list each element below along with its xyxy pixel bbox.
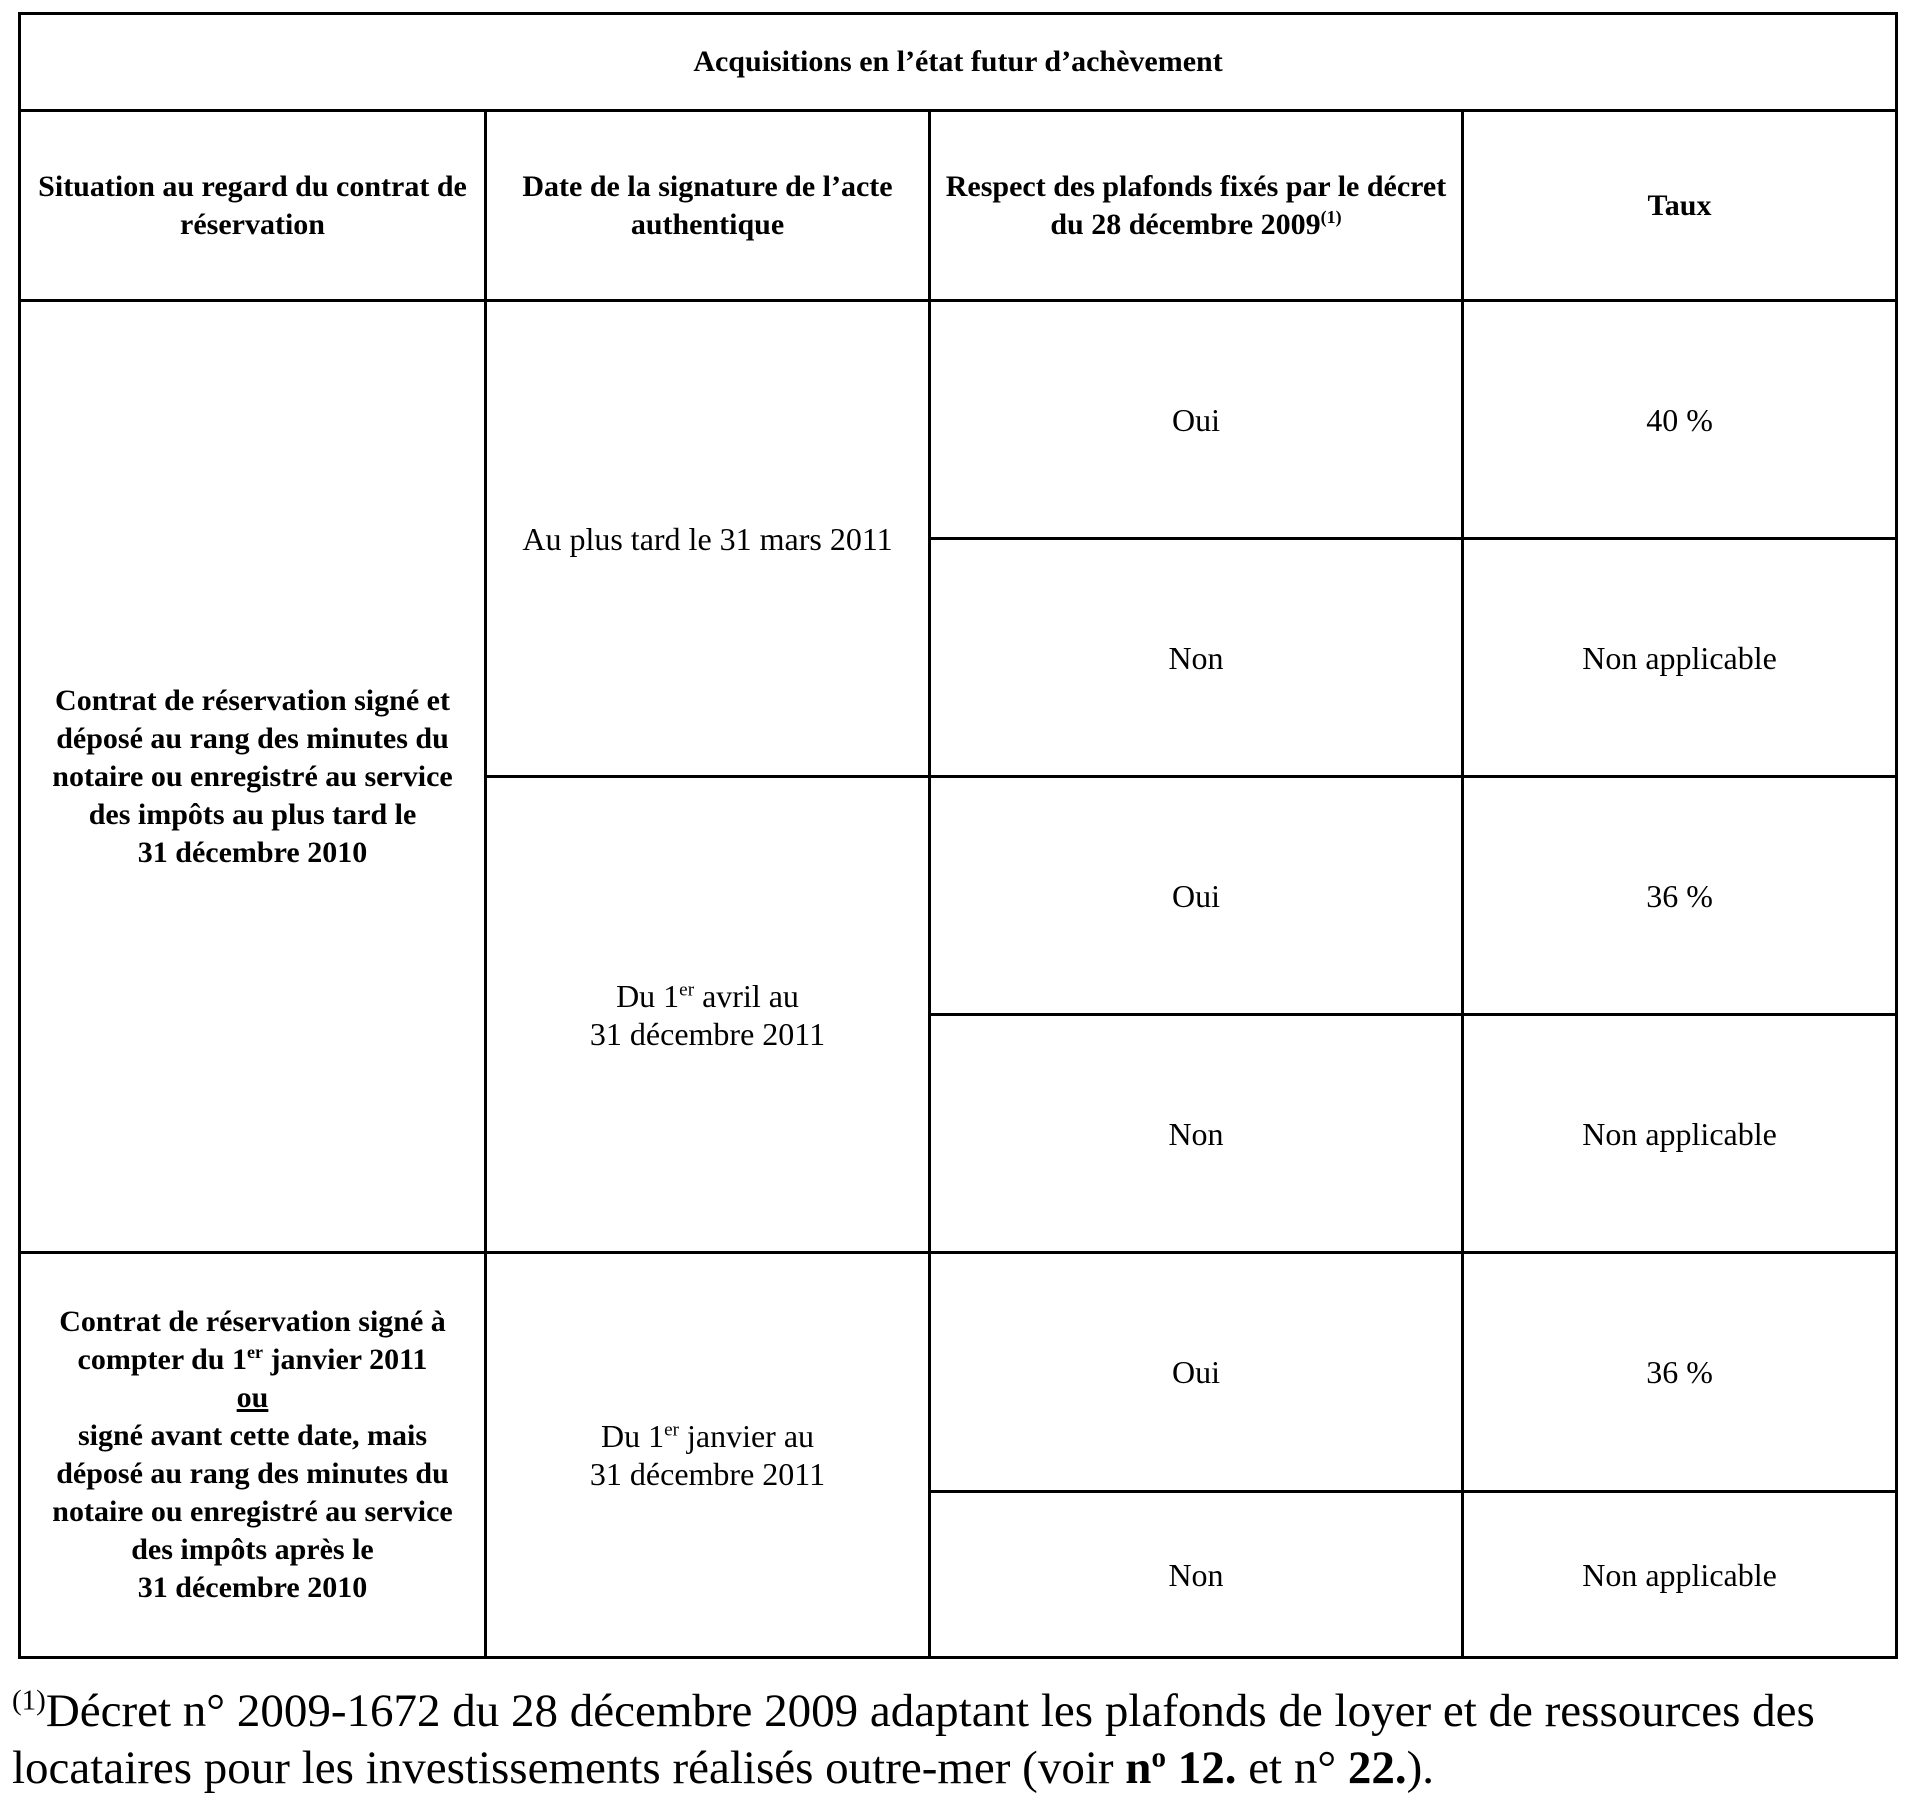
- rate-table: [18, 12, 1898, 1659]
- situation-2-line: des impôts après le: [131, 1533, 374, 1566]
- date-3-line2: 31 décembre 2011: [589, 1456, 826, 1492]
- respect-cell: Oui: [930, 777, 1463, 1015]
- situation-1-line: Contrat de réservation signé et: [55, 683, 450, 717]
- situation-2-line: janvier 2011: [262, 1343, 428, 1376]
- table-title: Acquisitions en l’état futur d’achèvement: [20, 14, 1897, 111]
- date-3-text: Du 1: [600, 1418, 665, 1454]
- date-cell-2: [486, 777, 930, 1253]
- taux-cell: 36 %: [1463, 777, 1897, 1015]
- header-row: [20, 111, 1897, 301]
- footnote-mark: (1): [12, 1684, 46, 1717]
- table-row: [20, 301, 1897, 539]
- footnote-text: ).: [1406, 1742, 1435, 1794]
- respect-cell: Non: [930, 1492, 1463, 1658]
- situation-2-sup: er: [247, 1342, 263, 1362]
- taux-cell: 36 %: [1463, 1253, 1897, 1492]
- date-cell-1: Au plus tard le 31 mars 2011: [486, 301, 930, 777]
- header-date: Date de la signature de l’acte authentique: [486, 111, 930, 301]
- date-cell-3: [486, 1253, 930, 1658]
- taux-cell: 40 %: [1463, 301, 1897, 539]
- date-2-text: avril au: [694, 977, 799, 1014]
- situation-2-line: compter du 1: [77, 1343, 247, 1376]
- footnote-ref: (1): [1320, 206, 1342, 227]
- table-row: [20, 1253, 1897, 1492]
- taux-cell: Non applicable: [1463, 539, 1897, 777]
- footnote-ref-12: [1125, 1742, 1236, 1794]
- footnote-ref-o: o: [1151, 1741, 1166, 1774]
- taux-cell: Non applicable: [1463, 1492, 1897, 1658]
- situation-2-line: 31 décembre 2010: [137, 1571, 368, 1604]
- date-2-line2: 31 décembre 2011: [589, 1015, 826, 1052]
- respect-cell: Non: [930, 1015, 1463, 1253]
- footnote-ref-22: 22.: [1347, 1742, 1407, 1794]
- respect-cell: Oui: [930, 301, 1463, 539]
- header-situation: Situation au regard du contrat de réservation: [20, 111, 486, 301]
- header-respect-label: Respect des plafonds fixés par le décret du 28 décembre 2009: [945, 169, 1447, 241]
- header-taux: Taux: [1463, 111, 1897, 301]
- footnote: [12, 1683, 1897, 1797]
- situation-1-line: notaire ou enregistré au service: [52, 759, 453, 793]
- date-3-text: janvier au: [678, 1418, 815, 1454]
- situation-cell-1: [20, 301, 486, 1253]
- situation-2-line: notaire ou enregistré au service: [52, 1495, 453, 1528]
- situation-1-line: 31 décembre 2010: [137, 835, 368, 869]
- footnote-text: Décret n° 2009-1672 du 28 décembre 2009 adaptant les plafonds de loyer et de ressources des locataires pour les investissements réalisés outre-mer (voir: [12, 1685, 1815, 1794]
- footnote-text: et n°: [1236, 1742, 1348, 1794]
- situation-2-line: signé avant cette date, mais: [77, 1419, 428, 1452]
- situation-cell-2: [20, 1253, 486, 1658]
- situation-2-line: déposé au rang des minutes du: [56, 1457, 449, 1490]
- respect-cell: Oui: [930, 1253, 1463, 1492]
- situation-2-line: Contrat de réservation signé à: [59, 1305, 446, 1338]
- situation-1-line: déposé au rang des minutes du: [56, 721, 449, 755]
- situation-1-line: des impôts au plus tard le: [88, 797, 417, 831]
- situation-2-ou: ou: [236, 1381, 269, 1414]
- date-2-text: Du 1: [616, 977, 680, 1014]
- header-respect: [930, 111, 1463, 301]
- footnote-ref-num: 12.: [1165, 1742, 1237, 1794]
- table-title-row: [20, 14, 1897, 111]
- footnote-ref-n: n: [1125, 1742, 1152, 1794]
- respect-cell: Non: [930, 539, 1463, 777]
- date-2-sup: er: [679, 978, 695, 1000]
- date-3-sup: er: [664, 1419, 679, 1441]
- taux-cell: Non applicable: [1463, 1015, 1897, 1253]
